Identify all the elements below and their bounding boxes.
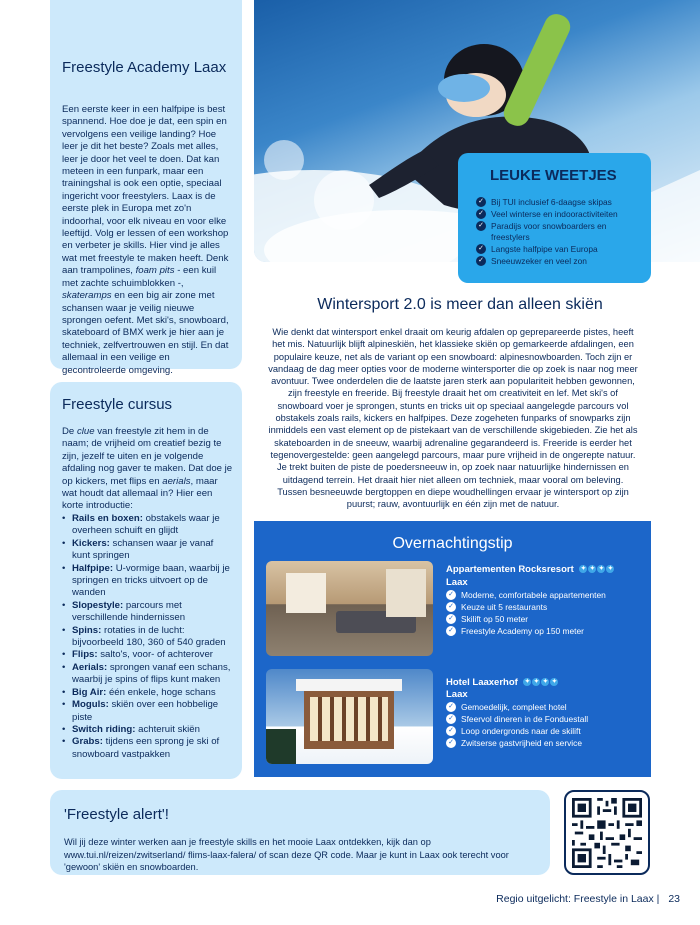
list-item: • Halfpipe: U-vormige baan, waarbij je springen en tricks uitvoert op de wanden xyxy=(62,563,234,600)
footer-section: Regio uitgelicht: Freestyle in Laax | xyxy=(496,893,660,905)
overnachting-title: Overnachtingstip xyxy=(392,535,513,552)
check-icon: ✓ xyxy=(446,626,456,636)
qr-code[interactable] xyxy=(564,790,650,875)
alert-panel xyxy=(50,790,550,875)
list-item: • Grabs: tijdens een sprong je ski of snowboard vastpakken xyxy=(62,736,234,761)
list-item: • Big Air: één enkele, hoge schans xyxy=(62,687,234,699)
cursus-intro: De clue van freestyle zit hem in de naam; de vrijheid om creatief bezig te zijn, jezelf te uiten en je volgende afdaling nog gaver te maken. Dat doe je op kickers, met flips en aerials, maar wat houdt dat allemaal in? Hier een korte introductie: xyxy=(62,426,233,512)
check-icon: ✓ xyxy=(446,602,456,612)
rating-stars: ✦ ✦ ✦ ✦ xyxy=(524,679,557,686)
list-item: • Kickers: schansen waar je vanaf kunt springen xyxy=(62,538,234,563)
check-icon: ✓ xyxy=(476,197,486,207)
check-icon: ✓ xyxy=(476,209,486,219)
list-item: • Moguls: skiën over een hobbelige piste xyxy=(62,699,234,724)
check-icon: ✓ xyxy=(446,726,456,736)
weetjes-title: LEUKE WEETJES xyxy=(490,167,617,184)
list-item: ✓ Sfeervol dineren in de Fonduestall xyxy=(446,713,646,725)
academy-panel xyxy=(50,0,242,376)
check-icon: ✓ xyxy=(446,738,456,748)
hotel-name: Appartementen Rocksresort ✦ ✦ ✦ ✦ xyxy=(446,564,613,575)
hotel-location: Laax xyxy=(446,577,468,588)
overnachting-box xyxy=(254,521,651,777)
hotel-photo-laaxerhof xyxy=(266,669,433,764)
list-item: • Switch riding: achteruit skiën xyxy=(62,724,234,736)
check-icon: ✓ xyxy=(476,256,486,266)
list-item: ✓ Paradijs voor snowboarders en freestylers xyxy=(476,221,646,243)
check-icon: ✓ xyxy=(446,702,456,712)
cursus-title: Freestyle cursus xyxy=(62,396,173,413)
check-icon: ✓ xyxy=(446,714,456,724)
alert-title: 'Freestyle alert'! xyxy=(64,806,169,823)
alert-text: Wil jij deze winter werken aan je freestyle skills en het mooie Laax ontdekken, kijk dan op www.tui.nl/reizen/zwitserland/ flims-laax-falera/ of scan deze QR code. Maar je kunt in Laax ook terecht voor 'gewoon' skiën en snowboarden. xyxy=(64,837,509,872)
list-item: ✓ Zwitserse gastvrijheid en service xyxy=(446,737,646,749)
check-icon: ✓ xyxy=(476,244,486,254)
cursus-list xyxy=(62,513,234,761)
weetjes-box xyxy=(458,153,651,283)
academy-text: Een eerste keer in een halfpipe is best spannend. Hoe doe je dat, een spin en vervolgens een veilige landing? Hoe leer je dit het beste? Zoals met alles, leer je door het veel te doen. Dat kan meteen in een funpark, maar een trainingshal is ook een optie, speciaal ingericht voor freestylers. Laax is de eerste plek in Europa met zo'n indoorhal, voor elk niveau en voor elke leeftijd. Volg er lessen of een workshop en verbeter je skills. Hier vind je alles wat met freestyle te maken heeft. Denk aan trampolines, foam pits - een kuil met zachte schuimblokken -, skateramps en een big air zone met schansen waar je veilig nieuwe sprongen oefent. Met ski's, snowboard, skateboard of BMX werk je hier aan je techniek, zelfvertrouwen en stijl. En dat allemaal in een veilige en gecontroleerde omgeving. xyxy=(62,104,229,376)
rating-stars: ✦ ✦ ✦ ✦ xyxy=(580,566,613,573)
list-item: ✓ Skilift op 50 meter xyxy=(446,613,646,625)
check-icon: ✓ xyxy=(446,614,456,624)
check-icon: ✓ xyxy=(476,221,486,231)
footer xyxy=(420,893,680,905)
qr-icon xyxy=(572,798,642,868)
list-item: • Spins: rotaties in de lucht: bijvoorbeeld 180, 360 of 540 graden xyxy=(62,625,234,650)
wintersport-title: Wintersport 2.0 is meer dan alleen skiën xyxy=(317,296,603,313)
page-number: 23 xyxy=(668,893,680,905)
list-item: • Flips: salto's, voor- of achterover xyxy=(62,649,234,661)
list-item: ✓ Veel winterse en indooractiviteiten xyxy=(476,209,646,220)
list-item: • Rails en boxen: obstakels waar je overheen schuift en glijdt xyxy=(62,513,234,538)
hotel-location: Laax xyxy=(446,689,468,700)
cursus-panel xyxy=(50,382,242,779)
list-item: ✓ Moderne, comfortabele appartementen xyxy=(446,589,646,601)
list-item: ✓ Bij TUI inclusief 6-daagse skipas xyxy=(476,197,646,208)
list-item: ✓ Freestyle Academy op 150 meter xyxy=(446,625,646,637)
academy-title: Freestyle Academy Laax xyxy=(62,59,227,76)
list-item: ✓ Langste halfpipe van Europa xyxy=(476,244,646,255)
hotel-name: Hotel Laaxerhof ✦ ✦ ✦ ✦ xyxy=(446,677,557,688)
check-icon: ✓ xyxy=(446,590,456,600)
wintersport-text: Wie denkt dat wintersport enkel draait om keurig afdalen op geprepareerde pistes, heeft het mis. Natuurlijk blijft alpineskiën, het klassieke skiën op gemarkeerde afdalingen, een populaire keuze, net als de variant op een snowboard: alpinesnowboarden. Toch zijn er vandaag de dag meer opties voor de moderne wintersporter die op zoek is naar nog meer avontuur. Twee onderdelen die de laatste jaren sterk aan populariteit hebben gewonnen, zijn freestyle en freeride. Bij freestyle draait het om creativiteit en lef. Met ski's of snowboard voer je sprongen, stunts en tricks uit op speciaal aangelegde parcours vol obstakels zoals rails, kickers en halfpipes. Deze zogeheten funparks of snowparks zijn inmiddels een vast element op de pistekaart van de verschillende skigebieden. Zie het als skateboarden in de sneeuw, waarbij adrenaline gegarandeerd is. Freeride is eerder het tegenovergestelde: geen aangelegd parcours, maar pure vrijheid in de ongerepte natuur. Je trekt buiten de piste de poedersneeuw in, op zoek naar natuurlijke hindernissen en uitdagend terrein. Het draait hier niet alleen om techniek, maar vooral om beleving. Tussen besneeuwde bergtoppen en diepe woudhellingen ervaar je wintersport op zijn puurst; rauw, avontuurlijk en één zijn met de natuur. xyxy=(268,327,638,510)
list-item: ✓ Gemoedelijk, compleet hotel xyxy=(446,701,646,713)
list-item: • Slopestyle: parcours met verschillende hindernissen xyxy=(62,600,234,625)
list-item: ✓ Sneeuwzeker en veel zon xyxy=(476,256,646,267)
list-item: • Aerials: sprongen vanaf een schans, waarbij je spins of flips kunt maken xyxy=(62,662,234,687)
list-item: ✓ Keuze uit 5 restaurants xyxy=(446,601,646,613)
list-item: ✓ Loop ondergronds naar de skilift xyxy=(446,725,646,737)
hotel-photo-rocksresort xyxy=(266,561,433,656)
